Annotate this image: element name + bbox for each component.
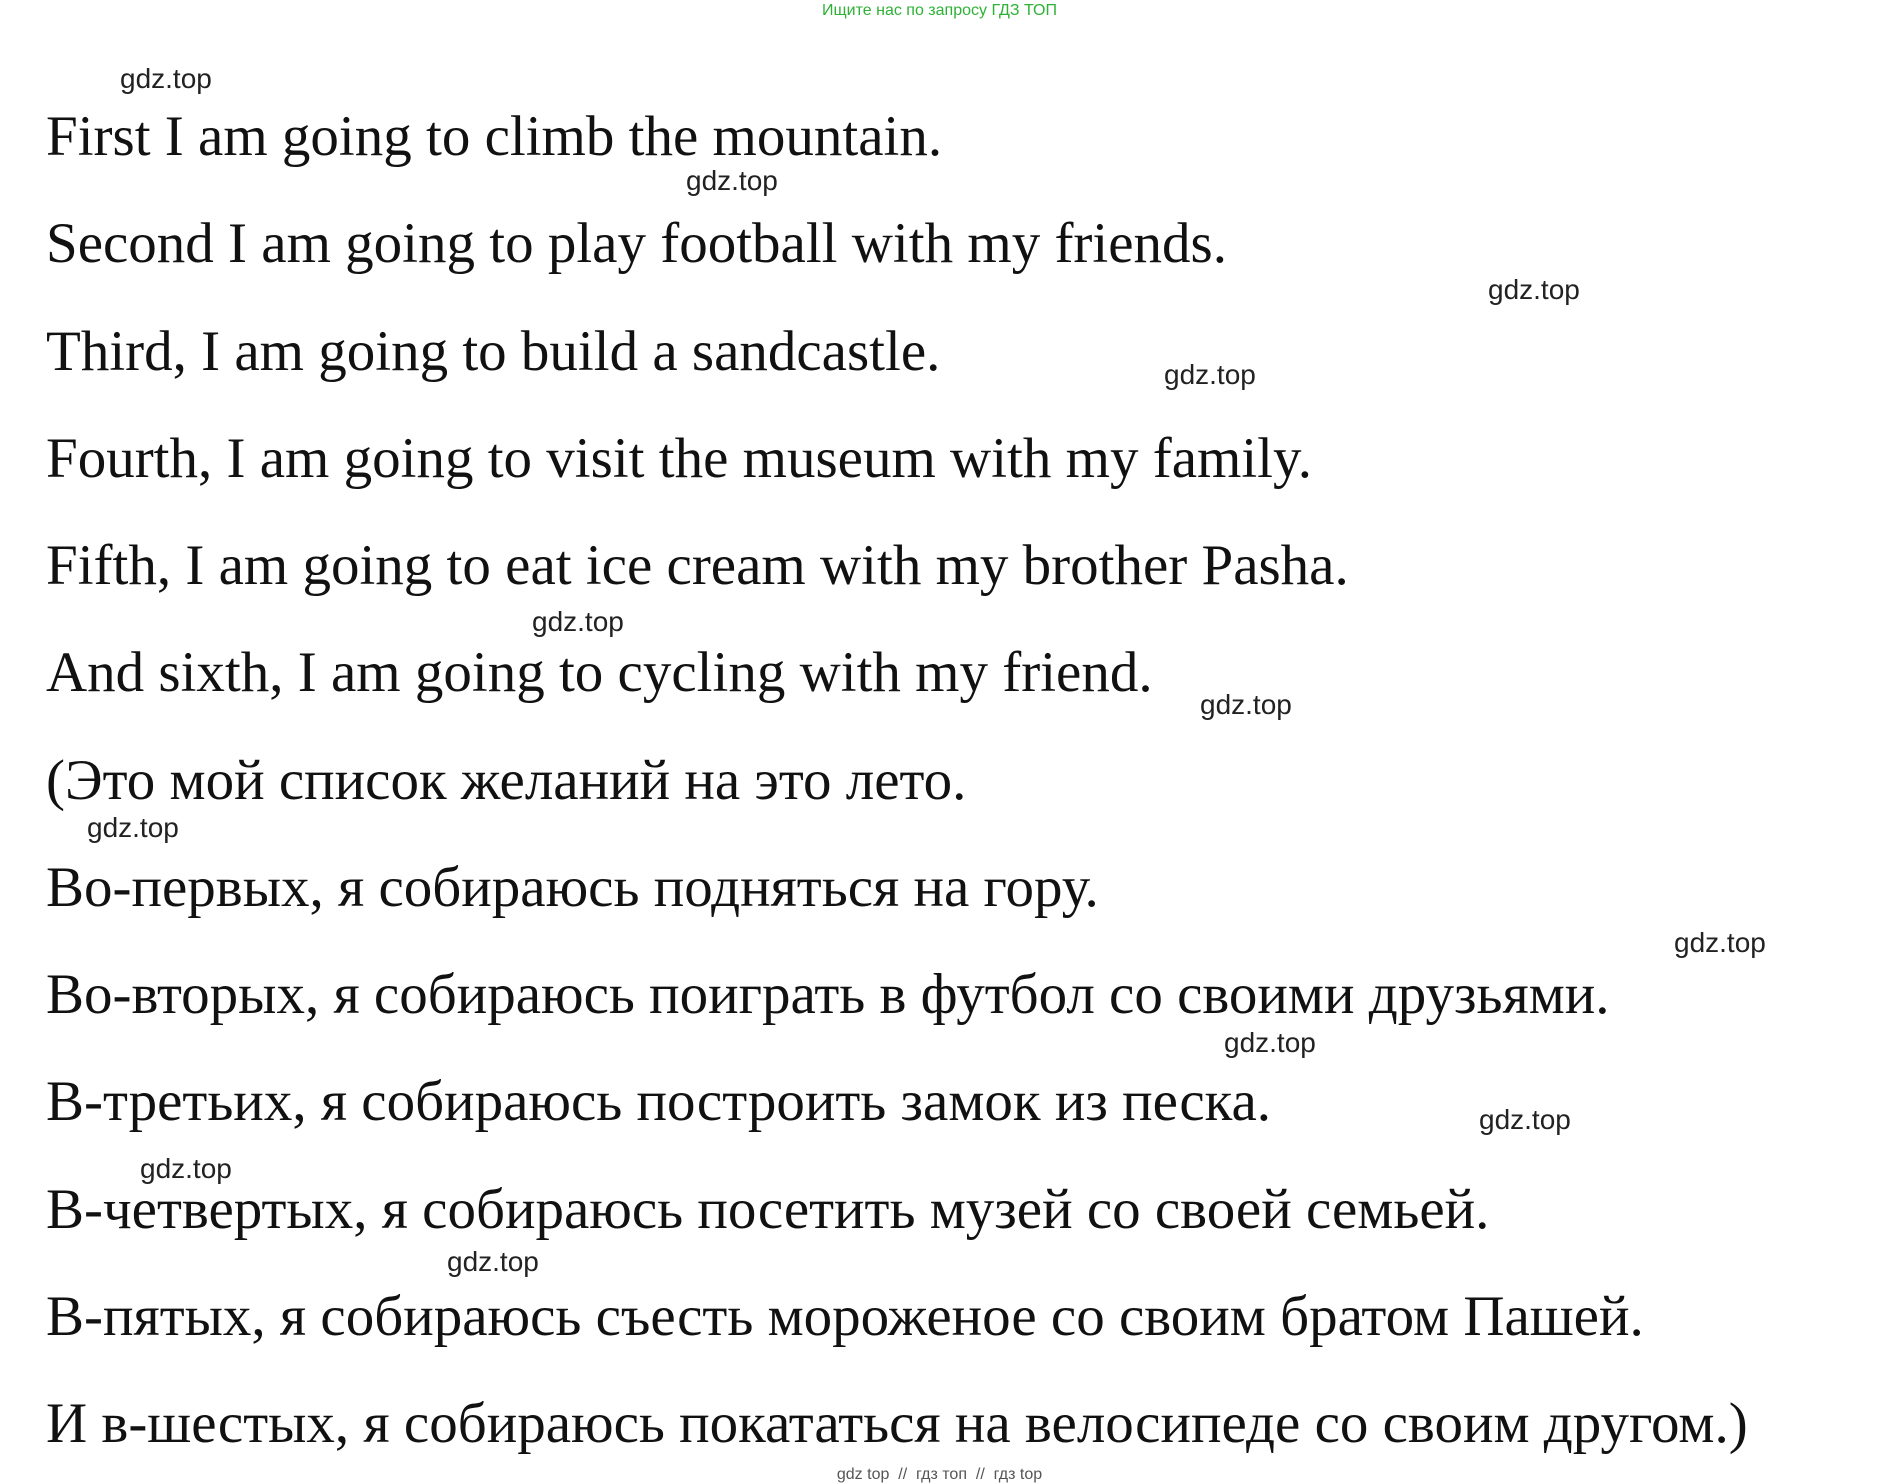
text-line-5: Fifth, I am going to eat ice cream with my brother Pasha.	[46, 534, 1349, 597]
watermark: gdz.top	[1479, 1104, 1571, 1135]
text-line-11: В-четвертых, я собираюсь посетить музей со своей семьей.	[46, 1178, 1490, 1241]
text-line-4: Fourth, I am going to visit the museum with my family.	[46, 427, 1313, 490]
text-line-3: Third, I am going to build a sandcastle.	[46, 320, 941, 383]
text-line-2: Second I am going to play football with my friends.	[46, 212, 1227, 275]
watermark: gdz.top	[686, 165, 778, 196]
text-line-7: (Это мой список желаний на это лето.	[46, 749, 967, 812]
text-line-12: В-пятых, я собираюсь съесть мороженое со своим братом Пашей.	[46, 1285, 1644, 1348]
watermark: gdz.top	[532, 606, 624, 637]
watermark: gdz.top	[87, 812, 179, 843]
watermark: gdz.top	[447, 1246, 539, 1277]
text-line-9: Во-вторых, я собираюсь поиграть в футбол со своими друзьями.	[46, 963, 1610, 1026]
text-line-6: And sixth, I am going to cycling with my friend.	[46, 641, 1153, 704]
watermark: gdz.top	[1488, 274, 1580, 305]
text-line-1: First I am going to climb the mountain.	[46, 105, 943, 168]
text-line-13: И в-шестых, я собираюсь покататься на велосипеде со своим другом.)	[46, 1392, 1748, 1455]
watermark: gdz.top	[1674, 927, 1766, 958]
header-search-hint: Ищите нас по запросу ГДЗ ТОП	[822, 2, 1057, 19]
text-line-10: В-третьих, я собираюсь построить замок из песка.	[46, 1070, 1271, 1133]
watermark: gdz.top	[1224, 1027, 1316, 1058]
text-line-8: Во-первых, я собираюсь подняться на гору.	[46, 856, 1099, 919]
watermark: gdz.top	[120, 63, 212, 94]
footer-watermark: gdz top // гдз топ // гдз top	[836, 1466, 1043, 1483]
watermark: gdz.top	[140, 1153, 232, 1184]
watermark: gdz.top	[1164, 359, 1256, 390]
watermark: gdz.top	[1200, 689, 1292, 720]
